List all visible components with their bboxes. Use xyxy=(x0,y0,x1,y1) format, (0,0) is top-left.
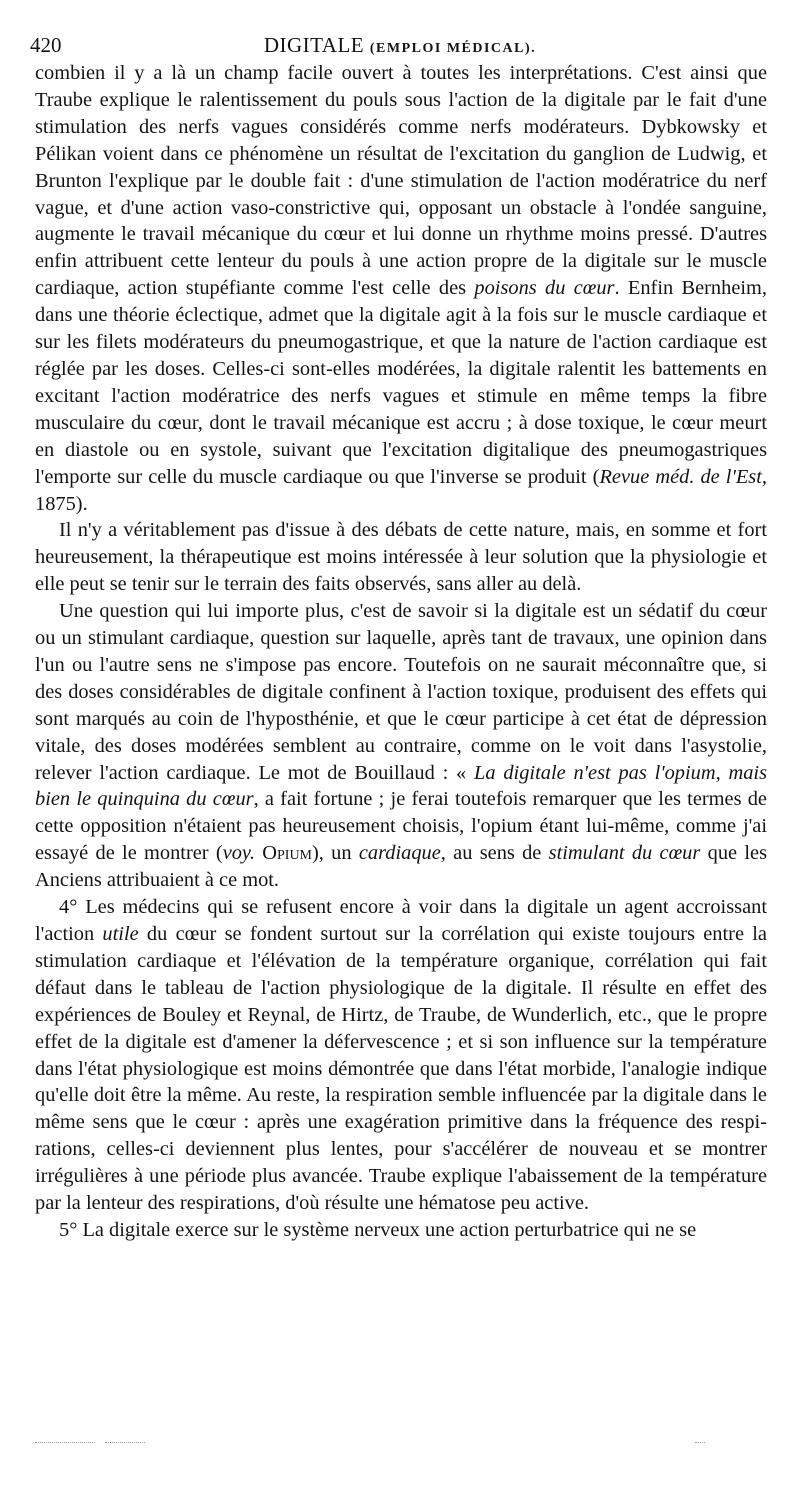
italic-run: stimulant du cœur xyxy=(548,842,701,865)
text-run: que les Anciens attribuaient à ce mot. xyxy=(35,842,767,892)
text-run: du cœur se fondent surtout sur la corrélation qui existe toujours entre la stimulation cardiaque et l'élévation de la température organique, corrélation qui fait défaut dans le tableau de l'action physiologique de la digitale. Il résulte en effet des expériences de Bouley et Reynal, de Hirtz, de Traube, de Wunderlich, etc., que le propre effet de la digitale est d'amener la défervescence ; et si son influence sur la température dans l'état physiologique est moins démontrée que dans l'état morbide, l'analogie indique qu'elle doit être la même. Au reste, la respiration semble influencée par la digitale dans le même sens que le cœur : après une exagération primitive dans la fréquence des respirations, celles-ci deviennent plus lentes, pour s'accélérer de nouveau et se montrer irrégulières à une période plus avancée. Traube explique l'abaissement de la température par la lenteur des respirations, d'où résulte une hématose peu active. xyxy=(35,923,767,1215)
italic-run: poisons du cœur xyxy=(474,277,615,300)
text-run: , a fait fortune ; je ferai toutefois remarquer que les termes de cette opposition n'étaient pas heureusement choisis, l'opium étant lui-même, comme j'ai essayé de le montrer ( xyxy=(35,788,767,865)
running-title-sub: (EMPLOI MÉDICAL). xyxy=(369,41,537,56)
page-number: 420 xyxy=(30,33,62,57)
paragraph-4 xyxy=(35,894,767,1217)
italic-run: utile xyxy=(102,923,139,945)
page-bottom-marks xyxy=(35,1442,765,1452)
text-run: ), un xyxy=(312,842,359,865)
running-title xyxy=(30,30,770,64)
page-header xyxy=(30,30,770,60)
text-run: , 1875). xyxy=(35,465,767,515)
bottom-dash xyxy=(105,1442,145,1443)
text-run: , au sens de xyxy=(440,842,549,865)
body-text xyxy=(35,60,767,1244)
italic-run: cardiaque xyxy=(358,842,441,865)
italic-run: Revue méd. de l'Est xyxy=(599,465,762,488)
paragraph-2: Il n'y a véritablement pas d'issue à des débats de cette nature, mais, en somme et fort heureusement, la thérapeutique est moins intéressée à leur solution que la physiologie et elle peut se tenir sur le terrain des faits observés, sans aller au delà. xyxy=(35,519,767,596)
bottom-dash xyxy=(695,1442,705,1443)
italic-run: La digitale n'est pas l'opium, mais bien le quinquina du cœur xyxy=(35,761,767,811)
text-run: . Enfin Bernheim, dans une théorie éclectique, admet que la digitale agit à la fois sur le muscle cardiaque et sur les filets modérateurs du pneumogastrique, et que la nature de l'action cardiaque est réglée par les doses. Celles-ci sont-elles modérées, la digitale ralentit les battements en excitant l'action modératrice des nerfs vagues et stimule en même temps la fibre musculaire du cœur, dont le travail mécanique est accru ; à dose toxique, le cœur meurt en diastole ou en systole, suivant que l'excitation digitalique des pneumogastriques l'emporte sur celle du muscle cardiaque ou que l'inverse se produit ( xyxy=(35,277,767,488)
small-caps-run: Opium xyxy=(262,842,312,865)
paragraph-1 xyxy=(35,60,767,517)
text-run: Une question qui lui importe plus, c'est de savoir si la digitale est un sédatif du cœur ou un stimulant cardiaque, question sur laquelle, après tant de travaux, une opinion dans l'un ou l'autre sens ne s'impose pas encore. Toutefois on ne saurait méconnaître que, si des doses considérables de digitale confinent à l'action toxique, produisent des effets qui sont marqués au coin de l'hyposthénie, et que le cœur participe à cet état de dépression vitale, des doses modérées semblent au contraire, comme on le voit dans l'asystolie, relever l'action cardiaque. Le mot de Bouillaud : « xyxy=(35,600,767,784)
running-title-main: DIGITALE xyxy=(263,33,365,57)
bottom-dash xyxy=(35,1442,95,1443)
paragraph-5: 5° La digitale exerce sur le système nerveux une action perturbatrice qui ne se xyxy=(59,1218,697,1241)
paragraph-3 xyxy=(35,598,767,894)
text-run: combien il y a là un champ facile ouvert à toutes les interprétations. C'est ainsi que Traube explique le ralentissement du pouls sous l'action de la digitale par le fait d'une stimulation des nerfs vagues considérés comme nerfs modérateurs. Dybkowsky et Pélikan voient dans ce phénomène un résultat de l'excitation du ganglion de Ludwig, et Brunton l'explique par le double fait : d'une stimulation de l'action modératrice du nerf vague, et d'une action vaso-constrictive qui, opposant un obstacle à l'ondée sanguine, augmente le travail mécanique du cœur et lui donne un rhythme moins pressé. D'autres enfin attribuent cette lenteur du pouls à une action propre de la digitale sur le muscle cardiaque, action stupéfiante comme l'est celle des xyxy=(35,62,767,300)
italic-run: voy. xyxy=(222,842,255,865)
text-run: 4° Les médecins qui se refusent encore à voir dans la digitale un agent accroissant l'action xyxy=(35,896,767,945)
